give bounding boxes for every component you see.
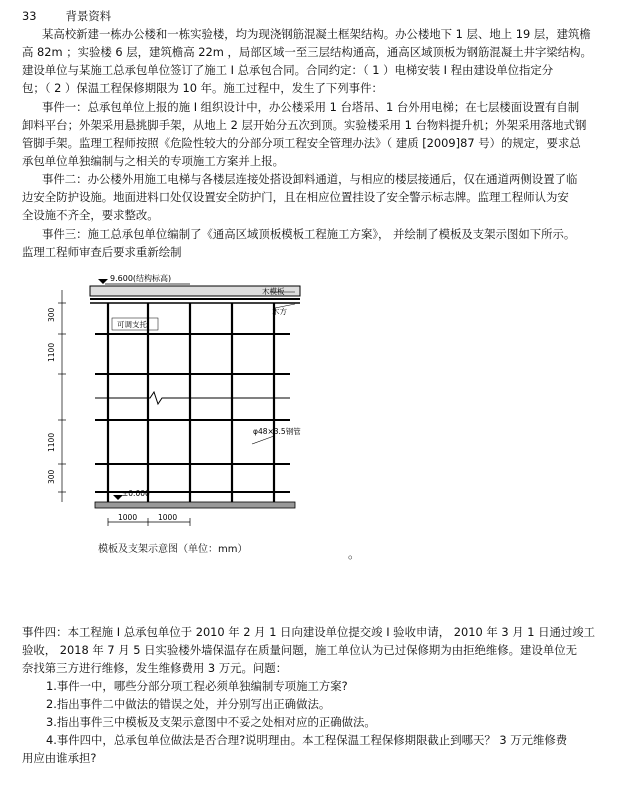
paragraph-line: 验收， 2018 年 7 月 5 日实验楼外墙保温存在质量问题，施工单位认为已过保修期为由拒绝维修。建设单位无 (22, 643, 578, 657)
base-elevation-label: ±0.000 (122, 489, 150, 498)
paragraph-line: 承包单位单独编制与之相关的专项施工方案并上报。 (22, 154, 284, 168)
paragraph-line: 事件二：办公楼外用施工电梯与各楼层连接处搭设卸料通道，与相应的楼层接通后，仅在通道两侧设置了临 (42, 172, 578, 186)
wood-beam-label: 木方 (272, 307, 287, 316)
dimension-1000-a: 1000 (118, 513, 138, 522)
formwork-diagram-svg (40, 270, 340, 540)
paragraph-line: 监理工程师审查后要求重新绘制 (22, 245, 182, 259)
paragraph-line: 边安全防护设施。地面进料口处仅设置安全防护门，且在相应位置挂设了安全警示标志牌。监理工程师认为安 (22, 190, 569, 204)
wood-board-label: 木模板 (262, 287, 285, 296)
paragraph-line: 事件一：总承包单位上报的施 I 组织设计中，办公楼采用 1 台塔吊、1 台外用电梯；在七层楼面设置有自制 (42, 100, 580, 114)
dimension-1100-a: 1100 (47, 342, 56, 362)
diagram-caption: 模板及支架示意图（单位：mm） (98, 544, 248, 555)
paragraph-line: 卸料平台；外架采用悬挑脚手架，从地上 2 层开始分五次到顶。实验楼采用 1 台物料提升机；外架采用落地式钢 (22, 118, 587, 132)
question-item: 1.事件一中，哪些分部分项工程必须单独编制专项施工方案? (46, 679, 348, 693)
paragraph-line: 管脚手架。监理工程师按照《危险性较大的分部分项工程安全管理办法》（ 建质 [2009]87 号）的规定，要求总 (22, 136, 581, 150)
paragraph-line: 某高校新建一栋办公楼和一栋实验楼，均为现浇钢筋混凝土框架结构。办公楼地下 1 层、地上 19 层，建筑檐 (42, 27, 591, 41)
formwork-diagram (40, 270, 340, 560)
question-item: 4.事件四中，总承包单位做法是否合理?说明理由。本工程保温工程保修期限截止到哪天？ 3 万元维修费 (46, 733, 568, 747)
section-title: 背景资料 (65, 9, 112, 23)
paragraph-line: 高 82m ；实验楼 6 层，建筑檐高 22m ，局部区域一至三层结构通高，通高区域顶板为钢筋混凝土井字梁结构。 (22, 45, 592, 59)
paragraph-line: 全设施不齐全，要求整改。 (22, 208, 159, 222)
question-item: 2.指出事件二中做法的错误之处，并分别写出正确做法。 (46, 697, 331, 711)
paragraph-line: 包；（ 2 ）保温工程保修期限为 10 年。施工过程中，发生了下列事件： (22, 81, 383, 95)
adjustable-jack-label: 可调支托 (117, 320, 147, 329)
top-elevation-label: 9.600(结构标高) (110, 274, 172, 283)
question-number: 33 (22, 9, 37, 23)
dimension-300-bottom: 300 (47, 469, 56, 484)
paragraph-line: 事件四：本工程施 I 总承包单位于 2010 年 2 月 1 日向建设单位提交竣 I 验收申请， 2010 年 3 月 1 日通过竣工 (22, 625, 596, 639)
question-item: 3.指出事件三中模板及支架示意图中不妥之处相对应的正确做法。 (46, 715, 376, 729)
dimension-1100-b: 1100 (47, 432, 56, 452)
trailing-mark: 。 (348, 547, 361, 561)
dimension-1000-b: 1000 (158, 513, 178, 522)
dimension-300-top: 300 (47, 307, 56, 322)
section-header (22, 8, 111, 24)
question-item: 用应由谁承担? (22, 751, 97, 765)
paragraph-line: 事件三：施工总承包单位编制了《通高区域顶板模板工程施工方案》， 并绘制了模板及支架示图如下所示。 (42, 227, 576, 241)
steel-pipe-label: φ48×3.5钢管 (253, 427, 301, 436)
paragraph-line: 奈找第三方进行维修，发生维修费用 3 万元。问题： (22, 661, 288, 675)
paragraph-line: 建设单位与某施工总承包单位签订了施工 I 总承包合同。合同约定：（ 1 ）电梯安装 I 程由建设单位指定分 (22, 63, 554, 77)
